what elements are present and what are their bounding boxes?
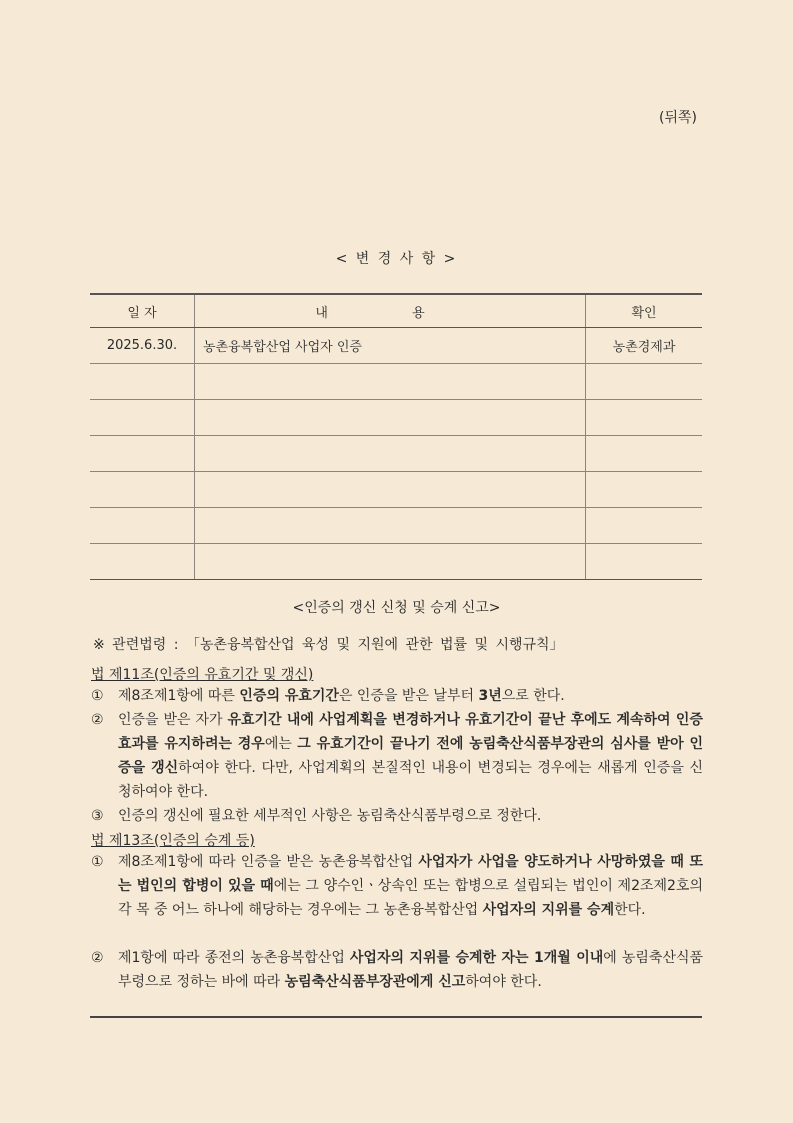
cell-date: 2025.6.30.	[90, 328, 195, 364]
article-13-title: 법 제13조(인증의 승계 등)	[91, 833, 255, 849]
cell-content	[195, 364, 586, 400]
body-text: 한다.	[614, 902, 646, 918]
clause-text	[118, 850, 703, 922]
body-text: 하여야 한다. 다만, 사업계획의 본질적인 내용이 변경되는 경우에는 새롭게 인증을 신청하여야 한다.	[118, 760, 703, 800]
cell-confirm	[586, 364, 703, 400]
table-row	[90, 508, 702, 544]
body-text: 인증의 갱신에 필요한 세부적인 사항은 농림축산식품부령으로 정한다.	[118, 808, 542, 824]
cell-confirm	[586, 436, 703, 472]
table-row	[90, 436, 702, 472]
article-11-clause-1	[91, 684, 703, 708]
cell-content	[195, 400, 586, 436]
header-content: 내 용	[195, 294, 586, 328]
body-text: 으로 한다.	[501, 688, 565, 704]
clause-number: ①	[91, 688, 104, 704]
table-row	[90, 472, 702, 508]
body-text: 하여야 한다.	[465, 974, 542, 990]
changes-section-title: < 변 경 사 항 >	[335, 251, 458, 267]
cell-content: 농촌융복합산업 사업자 인증	[195, 328, 586, 364]
article-11-title: 법 제11조(인증의 유효기간 및 갱신)	[91, 667, 314, 683]
cell-date	[90, 472, 195, 508]
clause-text	[118, 684, 703, 708]
clause-number: ①	[91, 854, 104, 870]
emphasis-text: 3년	[478, 688, 502, 704]
table-header-row	[90, 294, 702, 328]
cell-content	[195, 472, 586, 508]
table-row	[90, 364, 702, 400]
cell-content	[195, 508, 586, 544]
page-side-label: (뒤쪽)	[659, 110, 697, 126]
cell-date	[90, 364, 195, 400]
body-text: 에는	[264, 736, 298, 752]
table-row	[90, 544, 702, 580]
article-11-clause-2	[91, 708, 703, 804]
clause-number: ③	[91, 808, 104, 824]
clause-number: ②	[91, 712, 104, 728]
cell-confirm	[586, 508, 703, 544]
body-text: 제8조제1항에 따라 인증을 받은 농촌융복합산업	[118, 854, 419, 870]
emphasis-text: 그 유효기간이 끝나기 전에 농림축산식품부장관의 심사를 받아 인증을 갱신	[118, 736, 703, 776]
body-text: 에는 그 양수인ㆍ상속인 또는 합병으로 설립되는 법인이 제2조제2호의 각 목 중 어느 하나에 해당하는 경우에는 그 농촌융복합산업	[118, 878, 703, 918]
body-text: 제1항에 따라 종전의 농촌융복합산업	[118, 950, 350, 966]
table-row	[90, 328, 702, 364]
body-text: 제8조제1항에 따른	[118, 688, 240, 704]
emphasis-text: 사업자의 지위를 승계	[482, 902, 615, 918]
emphasis-text: 사업자가 사업을 양도하거나 사망하였을 때 또는 법인의 합병이 있을 때	[118, 854, 703, 894]
cell-confirm	[586, 472, 703, 508]
body-text: 은 인증을 받은 날부터	[338, 688, 479, 704]
cell-content	[195, 436, 586, 472]
article-13-clause-2	[91, 946, 703, 994]
cell-date	[90, 544, 195, 580]
clause-text	[118, 804, 703, 828]
law-reference: ※ 관련법령 : 「농촌융복합산업 육성 및 지원에 관한 법률 및 시행규칙」	[93, 637, 564, 653]
emphasis-text: 사업자의 지위를 승계한 자는 1개월 이내	[349, 950, 604, 966]
header-date: 일 자	[90, 294, 195, 328]
article-11-clause-3	[91, 804, 703, 828]
renewal-section-title: <인증의 갱신 신청 및 승계 신고>	[292, 600, 501, 616]
emphasis-text: 유효기간 내에 사업계획을 변경하거나 유효기간이 끝난 후에도 계속하여 인증 효과를 유지하려는 경우	[118, 712, 703, 752]
body-text: 에 농림축산식품부령으로 정하는 바에 따라	[118, 950, 703, 990]
bottom-divider	[90, 1016, 702, 1018]
clause-text	[118, 946, 703, 994]
cell-confirm: 농촌경제과	[586, 328, 703, 364]
cell-confirm	[586, 544, 703, 580]
cell-confirm	[586, 400, 703, 436]
body-text: 인증을 받은 자가	[118, 712, 228, 728]
emphasis-text: 농림축산식품부장관에게 신고	[284, 974, 466, 990]
changes-table	[90, 293, 702, 580]
cell-date	[90, 508, 195, 544]
cell-content	[195, 544, 586, 580]
header-confirm: 확인	[586, 294, 703, 328]
emphasis-text: 인증의 유효기간	[239, 688, 339, 704]
cell-date	[90, 400, 195, 436]
clause-number: ②	[91, 950, 104, 966]
cell-date	[90, 436, 195, 472]
article-13-clause-1	[91, 850, 703, 922]
table-row	[90, 400, 702, 436]
clause-text	[118, 708, 703, 804]
